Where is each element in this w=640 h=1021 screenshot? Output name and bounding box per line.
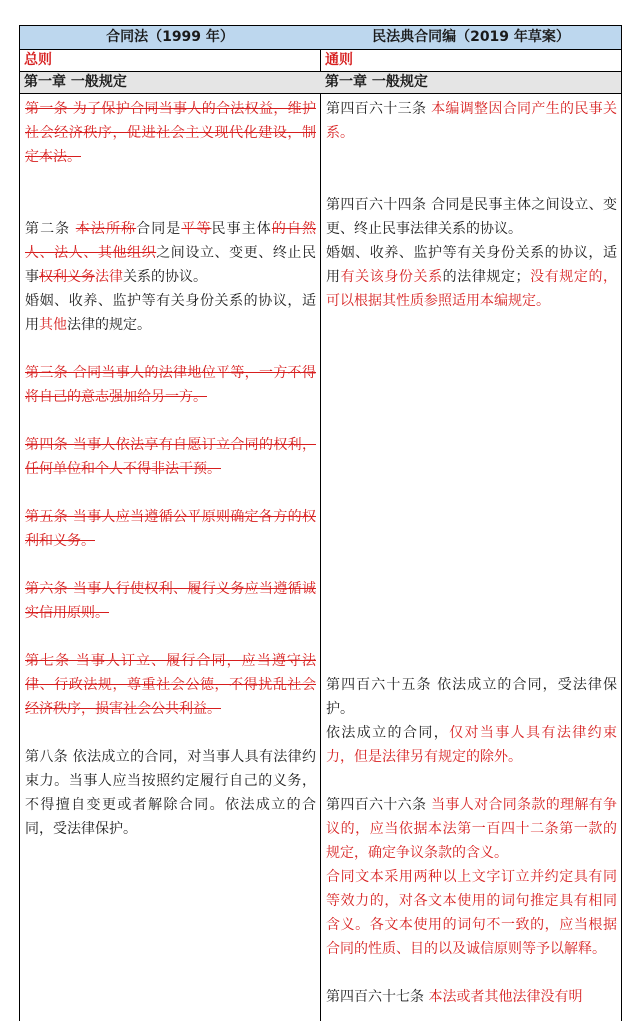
paragraph-gap <box>326 601 617 625</box>
article-paragraph <box>25 217 316 289</box>
paragraph-gap <box>25 481 316 505</box>
deleted-text: 第七条 当事人订立、履行合同，应当遵守法律、行政法规，尊重社会公德，不得扰乱社会经济秩序，损害社会公共利益。 <box>25 653 316 717</box>
article-text: 法律的规定。 <box>67 317 151 333</box>
paragraph-gap <box>326 313 617 337</box>
paragraph-gap <box>326 625 617 649</box>
deleted-text: 本法所称 <box>75 221 137 237</box>
article-paragraph <box>326 193 617 241</box>
article-paragraph <box>25 289 316 337</box>
article-paragraph <box>326 793 617 865</box>
changed-text: 仅对当事人具有法律约束力，但是法律另有规定的除外。 <box>326 725 618 765</box>
paragraph-gap <box>326 529 617 553</box>
paragraph-gap <box>326 433 617 457</box>
article-paragraph <box>326 865 617 961</box>
article-text: 第四百六十四条 合同是民事主体之间设立、变更、终止民事法律关系的协议。 <box>326 197 617 237</box>
changed-text: 有关该身份关系 <box>340 269 443 285</box>
paragraph-gap <box>25 169 316 193</box>
section-row <box>20 49 621 71</box>
deleted-text: 第五条 当事人应当遵循公平原则确定各方的权利和义务。 <box>25 509 316 549</box>
deleted-text: 权利义务 <box>39 269 95 285</box>
article-paragraph <box>25 433 316 481</box>
header-row <box>20 25 621 49</box>
chapter-right: 第一章 一般规定 <box>325 74 428 90</box>
paragraph-gap <box>25 337 316 361</box>
paragraph-gap <box>25 409 316 433</box>
paragraph-gap <box>326 481 617 505</box>
deleted-text: 第三条 合同当事人的法律地位平等，一方不得将自己的意志强加给另一方。 <box>25 365 316 405</box>
article-text: 第四百六十六条 <box>326 797 432 813</box>
changed-text: 法律 <box>95 269 123 285</box>
changed-text: 当事人对合同条款的理解有争议的，应当依据本法第一百四十二条第一款的规定，确定争议条款的含义。 <box>326 797 618 861</box>
section-left: 总则 <box>24 52 52 68</box>
changed-text: 没有规定的，可以根据其性质参照适用本编规定。 <box>326 269 618 309</box>
article-paragraph <box>326 985 617 1009</box>
chapter-left: 第一章 一般规定 <box>24 74 127 90</box>
paragraph-gap <box>326 961 617 985</box>
deleted-text: 平等 <box>181 221 212 237</box>
article-text: 依法成立的合同， <box>326 725 450 741</box>
paragraph-gap <box>25 721 316 745</box>
article-text: 第四百六十三条 <box>326 101 432 117</box>
changed-text: 本法或者其他法律没有明 <box>428 989 583 1005</box>
old-law-column <box>20 94 320 1021</box>
article-text: 民事主体 <box>211 221 272 237</box>
article-paragraph <box>326 673 617 721</box>
paragraph-gap <box>25 193 316 217</box>
paragraph-gap <box>25 553 316 577</box>
body-row <box>20 93 621 1021</box>
article-text: 之间设立、变更、终止民事 <box>25 245 317 285</box>
article-paragraph <box>25 97 316 169</box>
changed-text: 合同文本采用两种以上文字订立并约定具有同等效力的，对各文本使用的词句推定具有相同含义。各文本使用的词句不一致的，应当根据合同的性质、目的以及诚信原则等予以解释。 <box>326 869 617 957</box>
article-paragraph <box>326 97 617 145</box>
article-paragraph <box>25 361 316 409</box>
article-text: 第八条 依法成立的合同，对当事人具有法律约束力。当事人应当按照约定履行自己的义务，不得擅自变更或者解除合同。依法成立的合同，受法律保护。 <box>25 749 316 837</box>
paragraph-gap <box>326 769 617 793</box>
paragraph-gap <box>326 457 617 481</box>
paragraph-gap <box>326 337 617 361</box>
changed-text: 其他 <box>39 317 67 333</box>
deleted-text: 第六条 当事人行使权利、履行义务应当遵循诚实信用原则。 <box>25 581 316 621</box>
paragraph-gap <box>326 385 617 409</box>
header-right: 民法典合同编（2019 年草案） <box>372 29 570 45</box>
paragraph-gap <box>326 505 617 529</box>
paragraph-gap <box>326 145 617 169</box>
article-paragraph <box>25 745 316 841</box>
paragraph-gap <box>326 169 617 193</box>
article-text: 婚姻、收养、监护等有关身份关系的协议，适用 <box>25 293 316 333</box>
article-paragraph <box>326 241 617 313</box>
article-paragraph <box>25 505 316 553</box>
article-text: 第四百六十五条 依法成立的合同，受法律保护。 <box>326 677 617 717</box>
paragraph-gap <box>326 409 617 433</box>
article-paragraph <box>326 721 617 769</box>
comparison-table <box>19 25 622 1021</box>
paragraph-gap <box>326 649 617 673</box>
changed-text: 本编调整因合同产生的民事关系。 <box>326 101 618 141</box>
paragraph-gap <box>326 361 617 385</box>
article-text: 合同是 <box>136 221 182 237</box>
chapter-row <box>20 71 621 93</box>
article-text: 婚姻、收养、监护等有关身份关系的协议，适用 <box>326 245 617 285</box>
draft-code-column <box>321 94 621 1021</box>
paragraph-gap <box>326 553 617 577</box>
section-right: 通则 <box>325 52 353 68</box>
article-text: 第二条 <box>25 221 76 237</box>
paragraph-gap <box>326 577 617 601</box>
deleted-text: 第一条 为了保护合同当事人的合法权益，维护社会经济秩序，促进社会主义现代化建设，制定本法。 <box>25 101 316 165</box>
article-text: 关系的协议。 <box>123 269 207 285</box>
article-paragraph <box>25 649 316 721</box>
paragraph-gap <box>25 625 316 649</box>
article-text: 的法律规定； <box>442 269 530 285</box>
header-left: 合同法（1999 年） <box>106 29 234 45</box>
article-text: 第四百六十七条 <box>326 989 429 1005</box>
deleted-text: 的自然人、法人、其他组织 <box>25 221 317 261</box>
article-paragraph <box>25 577 316 625</box>
deleted-text: 第四条 当事人依法享有自愿订立合同的权利，任何单位和个人不得非法干预。 <box>25 437 316 477</box>
